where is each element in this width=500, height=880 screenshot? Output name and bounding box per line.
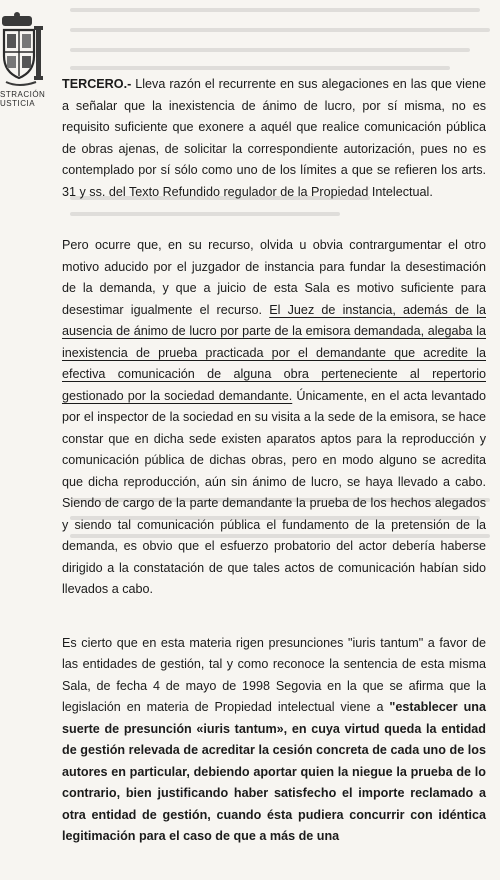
paragraph-tercero bbox=[62, 74, 486, 203]
coat-of-arms-emblem bbox=[0, 12, 46, 92]
paragraph-text-start: Pero ocurre que, en su recurso, olvida u obvia contrargumentar el otro motivo aducido por el juzgador de instancia para fundar la desestimación de la demanda, y que a juicio de esta Sala es motivo suficiente para desestimar igualmente el recurso. bbox=[62, 238, 486, 317]
institution-line-2: USTICIA bbox=[0, 99, 36, 108]
paragraph-text-start: Es cierto que en esta materia rigen presunciones "iuris tantum" a favor de las entidades de gestión, tal y como reconoce la sentencia de esta misma Sala, de fecha 4 de mayo de 1998 Segovia en la que se afirma que la legislación en materia de Propiedad intelectual viene a bbox=[62, 635, 486, 714]
paragraph-text-end: Únicamente, en el acta levantado por el inspector de la sociedad en su visita a la sede de la emisora, se hace constar que en dicha sede existen aparatos aptos para la reproducción y comunicación pública de dichas obras, pero en modo alguno se acredita que dicha reproducción, aún sin ánimo de lucro, se haya llevado a cabo. Siendo de cargo de la parte demandante la prueba de los hechos alegados y siendo tal comunicación pública el fundamento de la pretensión de la demanda, es obvio que el esfuerzo probatorio del actor debería haberse dirigido a la constatación de que tales actos de comunicación habían sido llevados a cabo. bbox=[62, 388, 486, 596]
paragraph-es-cierto bbox=[62, 633, 486, 848]
document-body bbox=[62, 74, 486, 880]
issuing-institution-name bbox=[0, 90, 56, 108]
paragraph-text: Lleva razón el recurrente en sus alegaciones en las que viene a señalar que la inexistencia de ánimo de lucro, por sí misma, no es requisito suficiente que exonere a aquél que realice comunicación pública de obras ajenas, de solicitar la correspondiente autorización, pues no es contemplado por sí sólo como uno de los límites a que se refieren los arts. 31 y ss. del Texto Refundido regulador de la Propiedad Intelectual. bbox=[62, 77, 486, 199]
paragraph-pero bbox=[62, 235, 486, 601]
underlined-passage: El Juez de instancia, además de la ausencia de ánimo de lucro por parte de la emisora demandada, alegaba la inexistencia de prueba practicada por el demandante que acredite la efectiva comunicación de alguna obra perteneciente al repertorio gestionado por la sociedad demandante. bbox=[62, 302, 486, 403]
section-heading: TERCERO.- bbox=[62, 77, 132, 91]
institution-line-1: STRACIÓN bbox=[0, 90, 46, 99]
bold-quotation: "establecer una suerte de presunción «iuris tantum», en cuya virtud queda la entidad de gestión relevada de acreditar la cesión concreta de cada uno de los autores en particular, debiendo aportar quien la niegue la prueba de lo contrario, bien justificando haber satisfecho el importe reclamado a otra entidad de gestión, cuando ésta pudiera concurrir con idéntica legitimación para el caso de que a más de una bbox=[62, 700, 486, 843]
